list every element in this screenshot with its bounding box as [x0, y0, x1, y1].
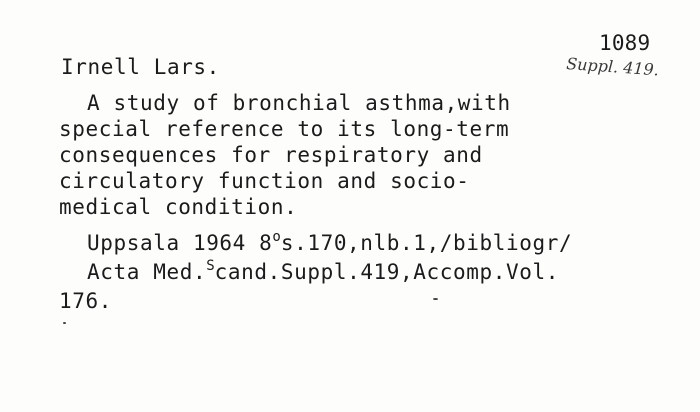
imprint-line	[59, 230, 572, 259]
title-line: medical condition.	[59, 195, 298, 219]
accession-number: 1089	[599, 31, 651, 55]
ink-speck	[63, 322, 66, 324]
imprint-pages: s.170,nlb.1,/bibliogr/	[280, 231, 573, 255]
title-line: circulatory function and socio-	[59, 169, 470, 193]
author-name: Irnell Lars.	[61, 55, 220, 79]
series-superscript: S	[206, 258, 215, 274]
imprint-block	[59, 230, 572, 314]
series-part-a: Acta Med.	[87, 260, 207, 284]
series-line	[59, 259, 572, 288]
format-superscript: o	[272, 229, 281, 245]
title-line: A study of bronchial asthma,with	[87, 91, 511, 115]
handwritten-note: Suppl. 419.	[565, 54, 660, 80]
ink-speck	[433, 298, 438, 300]
title-line: consequences for respiratory and	[59, 143, 483, 167]
title-line: special reference to its long-term	[59, 117, 510, 141]
volume-line: 176.	[59, 289, 112, 313]
title-block	[59, 90, 511, 220]
imprint-place-date: Uppsala 1964 8	[87, 231, 273, 255]
series-part-b: cand.Suppl.419,Accomp.Vol.	[214, 260, 559, 284]
